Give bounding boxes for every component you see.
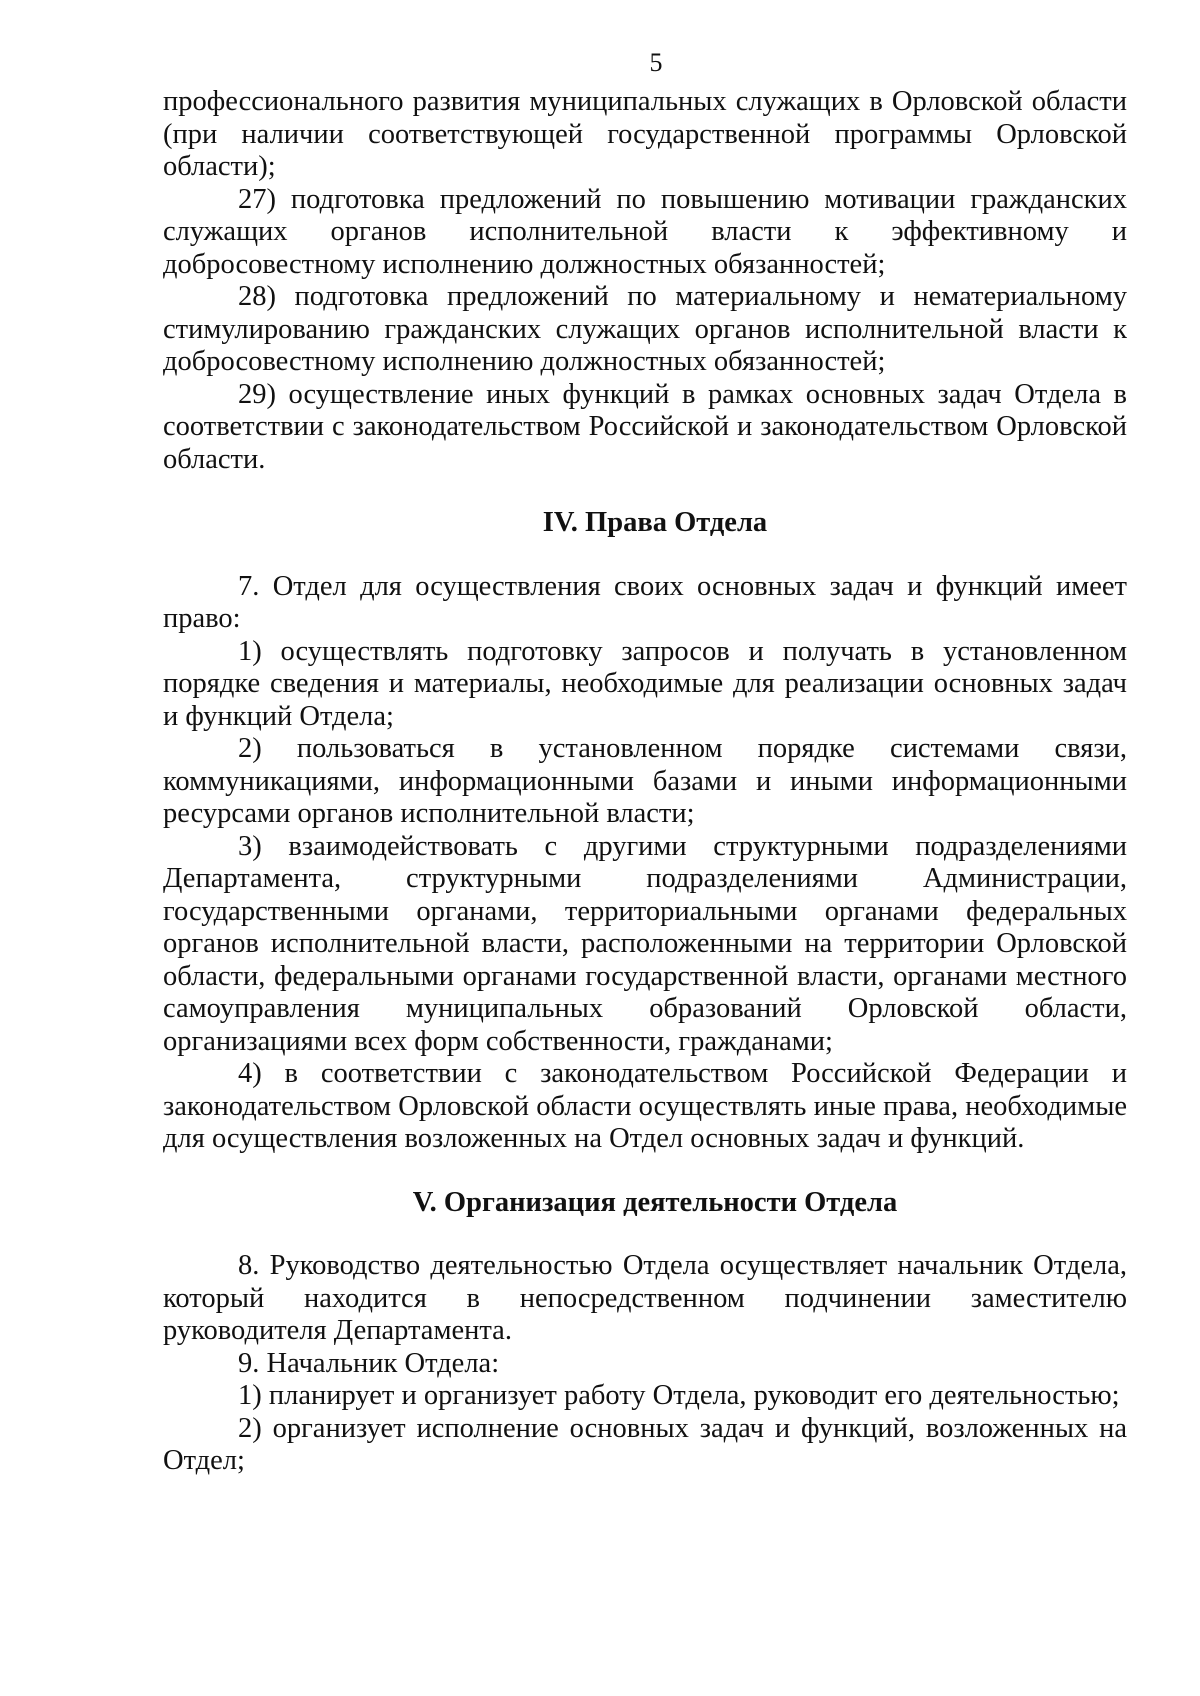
paragraph-clause-8: 8. Руководство деятельностью Отдела осуществляет начальник Отдела, который находится в непосредственном подчинении заместителю руководителя Департамента. (163, 1250, 1127, 1346)
paragraph-duty-1: 1) планирует и организует работу Отдела, руководит его деятельностью; (238, 1380, 1120, 1411)
paragraph-item-29: 29) осуществление иных функций в рамках основных задач Отдела в соответствии с законодательством Российской и законодательством Орловской области. (163, 378, 1127, 475)
paragraph-right-2: 2) пользоваться в установленном порядке системами связи, коммуникациями, информационными базами и иными информационными ресурсами органов исполнительной власти; (163, 733, 1127, 829)
section-heading-organization: V. Организация деятельности Отдела (412, 1186, 898, 1218)
paragraph-continuation: профессионального развития муниципальных служащих в Орловской области (при наличии соответствующей государственной программы Орловской области); (163, 86, 1127, 182)
paragraph-clause-7: 7. Отдел для осуществления своих основных задач и функций имеет право: (163, 570, 1127, 634)
section-rights-body (163, 571, 1127, 1156)
paragraph-duty-2: 2) организует исполнение основных задач и функций, возложенных на Отдел; (163, 1412, 1127, 1476)
page-number: 5 (649, 48, 663, 77)
section-organization-body (163, 1250, 1127, 1478)
document-page (163, 48, 1127, 1668)
section-heading-rights: IV. Права Отдела (542, 507, 768, 538)
top-paragraphs (163, 86, 1127, 476)
paragraph-item-27: 27) подготовка предложений по повышению мотивации гражданских служащих органов исполнительной власти к эффективному и добросовестному исполнению должностных обязанностей; (163, 183, 1127, 280)
paragraph-right-1: 1) осуществлять подготовку запросов и получать в установленном порядке сведения и материалы, необходимые для реализации основных задач и функций Отдела; (163, 635, 1127, 732)
paragraph-right-4: 4) в соответствии с законодательством Российской Федерации и законодательством Орловской области осуществлять иные права, необходимые для осуществления возложенных на Отдел основных задач и функций. (163, 1058, 1127, 1154)
paragraph-right-3: 3) взаимодействовать с другими структурными подразделениями Департамента, структурными подразделениями Администрации, государственными органами, территориальными органами федеральных органов исполнительной власти, расположенными на территории Орловской области, федеральными органами государственной власти, органами местного самоуправления муниципальных образований Орловской области, организациями всех форм собственности, гражданами; (163, 830, 1127, 1057)
paragraph-item-28: 28) подготовка предложений по материальному и нематериальному стимулированию гражданских служащих органов исполнительной власти к добросовестному исполнению должностных обязанностей; (163, 281, 1127, 377)
paragraph-clause-9: 9. Начальник Отдела: (238, 1347, 500, 1379)
